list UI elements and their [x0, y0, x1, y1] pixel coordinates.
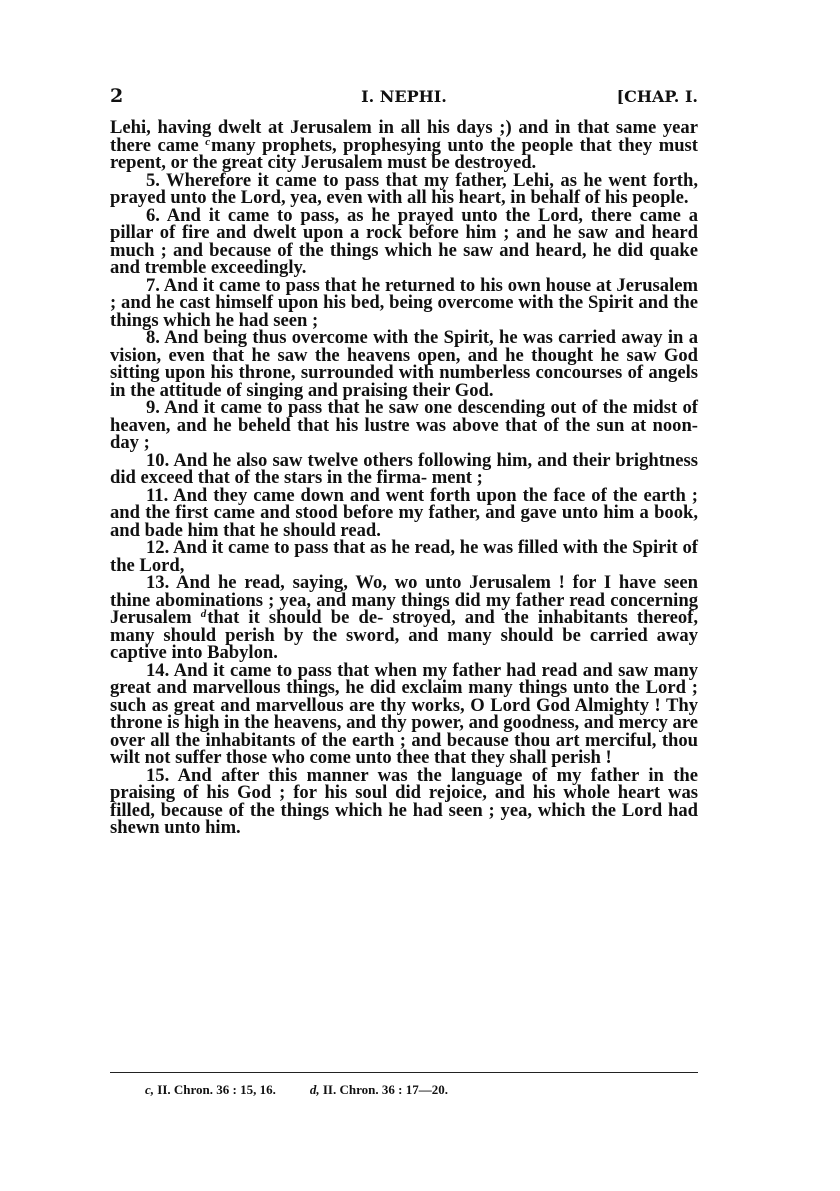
footnote-marker: c [205, 135, 211, 148]
verse-paragraph [110, 574, 698, 662]
footnote-letter: d, [309, 1082, 320, 1097]
page [110, 85, 698, 837]
verse-paragraph [110, 449, 698, 488]
verse-text: 11. And they came down and went forth upon the face of the earth ; and the first came and stood before my father, and gave unto him a book, and bade him that he should read. [110, 484, 698, 541]
footnote-marker: d [200, 608, 207, 620]
verse-text: Lehi, having dwelt at Jerusalem in all his days ;) and in that same year there came [110, 117, 698, 156]
chapter-label: [CHAP. I. [616, 87, 698, 106]
verse-paragraph [110, 764, 698, 838]
running-header [110, 85, 698, 111]
footnote-letter: c, [145, 1082, 155, 1097]
footnotes [145, 1082, 482, 1098]
footnote-divider [110, 1072, 698, 1073]
footnote-entry [145, 1082, 276, 1097]
verse-paragraph [110, 659, 698, 768]
verse-text: 15. And after this manner was the language of my father in the praising of his God ; for his soul did rejoice, and his whole heart was filled, because of the things which he had seen ; yea, which the Lord had shewn unto him. [110, 764, 698, 838]
verse-paragraph [110, 274, 698, 331]
verse-text: 6. And it came to pass, as he prayed unto the Lord, there came a pillar of fire and dwelt upon a rock before him ; and he saw and heard much ; and because of the things which he saw and heard, he did quake and tremble exceedingly. [110, 204, 698, 278]
verse-text: 13. And he read, saying, Wo, wo unto Jerusalem ! for I have seen thine abominations ; yea, and many things did my father read concerning Jerusalem [110, 572, 698, 628]
verse-text: 9. And it came to pass that he saw one descending out of the midst of heaven, and he beheld that his lustre was above that of the sun at noon-day ; [110, 397, 698, 453]
page-number: 2 [110, 85, 124, 107]
footnote-entry [310, 1082, 448, 1097]
verse-text: 14. And it came to pass that when my father had read and saw many great and marvellous things, he did exclaim many things unto the Lord ; such as great and marvellous are thy works, O Lord God Almighty ! Thy throne is high in the heavens, and thy power, and goodness, and mercy are over all the inhabitants of the earth ; and because thou art merciful, thou wilt not suffer those who come unto thee that they shall perish ! [110, 659, 698, 768]
verse-paragraph [110, 484, 698, 541]
verse-paragraph [110, 169, 698, 208]
verse-text: 10. And he also saw twelve others following him, and their brightness did exceed that of the stars in the firma- ment ; [110, 449, 698, 488]
continued-paragraph [110, 119, 698, 172]
verse-paragraph [110, 329, 698, 399]
verse-paragraph [110, 204, 698, 278]
footnote-reference: II. Chron. 36 : 17—20. [319, 1082, 448, 1097]
verse-text: 5. Wherefore it came to pass that my father, Lehi, as he went forth, prayed unto the Lord, yea, even with all his heart, in behalf of his people. [110, 169, 698, 208]
verse-paragraph [110, 539, 698, 574]
verse-text: 12. And it came to pass that as he read, he was filled with the Spirit of the Lord, [110, 537, 698, 576]
scripture-text [110, 119, 698, 837]
verse-text: 8. And being thus overcome with the Spirit, he was carried away in a vision, even that he saw the heavens open, and he thought he saw God sitting upon his throne, surrounded with numberless concourses of angels in the attitude of singing and praising their God. [110, 327, 698, 401]
footnote-reference: II. Chron. 36 : 15, 16. [154, 1082, 276, 1097]
verse-text: many prophets, prophesying unto the people that they must repent, or the great city Jerusalem must be destroyed. [110, 134, 698, 173]
verse-text: 7. And it came to pass that he returned to his own house at Jerusalem ; and he cast himself upon his bed, being overcome with the Spirit and the things which he had seen ; [110, 274, 698, 331]
verse-text: that it should be de- stroyed, and the inhabitants thereof, many should perish by the sword, and many should be carried away captive into Babylon. [110, 607, 698, 663]
book-title: I. NEPHI. [361, 87, 447, 106]
verse-paragraph [110, 399, 698, 452]
